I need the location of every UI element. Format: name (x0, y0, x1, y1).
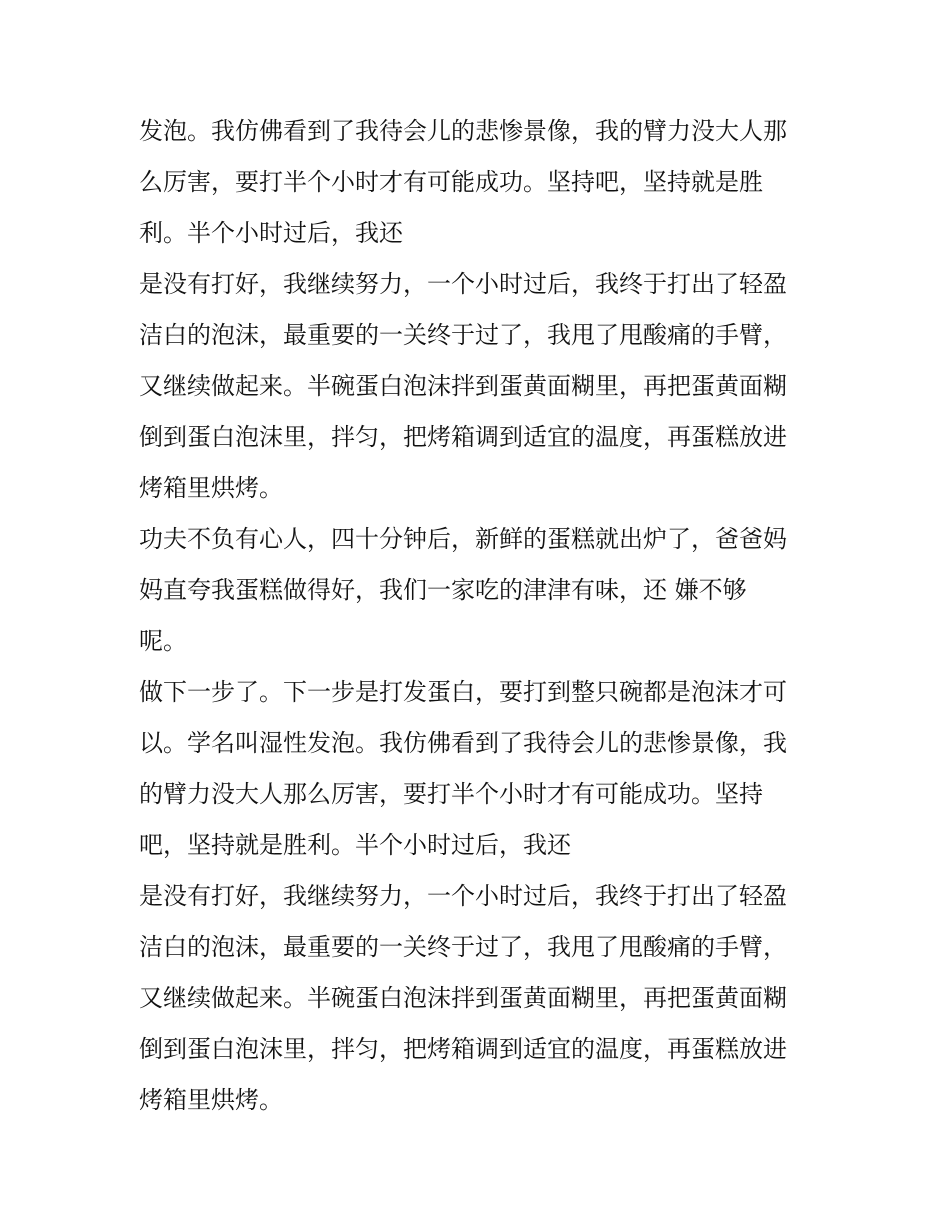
text-line: 烤箱里烘烤。 (139, 1086, 283, 1114)
document-body (139, 106, 819, 1126)
text-line: 倒到蛋白泡沫里，拌匀，把烤箱调到适宜的温度，再蛋糕放进 (139, 423, 787, 451)
text-line: 以。学名叫湿性发泡。我仿佛看到了我待会儿的悲惨景像，我 (139, 729, 787, 757)
text-line: 又继续做起来。半碗蛋白泡沫拌到蛋黄面糊里，再把蛋黄面糊 (139, 372, 787, 400)
text-line: 功夫不负有心人，四十分钟后，新鲜的蛋糕就出炉了，爸爸妈 (139, 525, 787, 553)
text-line: 么厉害，要打半个小时才有可能成功。坚持吧，坚持就是胜 (139, 168, 763, 196)
text-line: 是没有打好，我继续努力，一个小时过后，我终于打出了轻盈 (139, 882, 787, 910)
text-line: 烤箱里烘烤。 (139, 474, 283, 502)
text-line: 利。半个小时过后，我还 (139, 219, 403, 247)
text-line: 又继续做起来。半碗蛋白泡沫拌到蛋黄面糊里，再把蛋黄面糊 (139, 984, 787, 1012)
text-line: 的臂力没大人那么厉害，要打半个小时才有可能成功。坚持 (139, 780, 763, 808)
text-line: 洁白的泡沫，最重要的一关终于过了，我甩了甩酸痛的手臂， (139, 321, 787, 349)
text-line: 吧，坚持就是胜利。半个小时过后，我还 (139, 831, 571, 859)
text-line: 妈直夸我蛋糕做得好，我们一家吃的津津有味，还 嫌不够 (139, 576, 747, 604)
text-line: 呢。 (139, 627, 187, 655)
text-line: 倒到蛋白泡沫里，拌匀，把烤箱调到适宜的温度，再蛋糕放进 (139, 1035, 787, 1063)
text-line: 洁白的泡沫，最重要的一关终于过了，我甩了甩酸痛的手臂， (139, 933, 787, 961)
text-line: 做下一步了。下一步是打发蛋白，要打到整只碗都是泡沫才可 (139, 678, 787, 706)
text-line: 发泡。我仿佛看到了我待会儿的悲惨景像，我的臂力没大人那 (139, 117, 787, 145)
text-line: 是没有打好，我继续努力，一个小时过后，我终于打出了轻盈 (139, 270, 787, 298)
